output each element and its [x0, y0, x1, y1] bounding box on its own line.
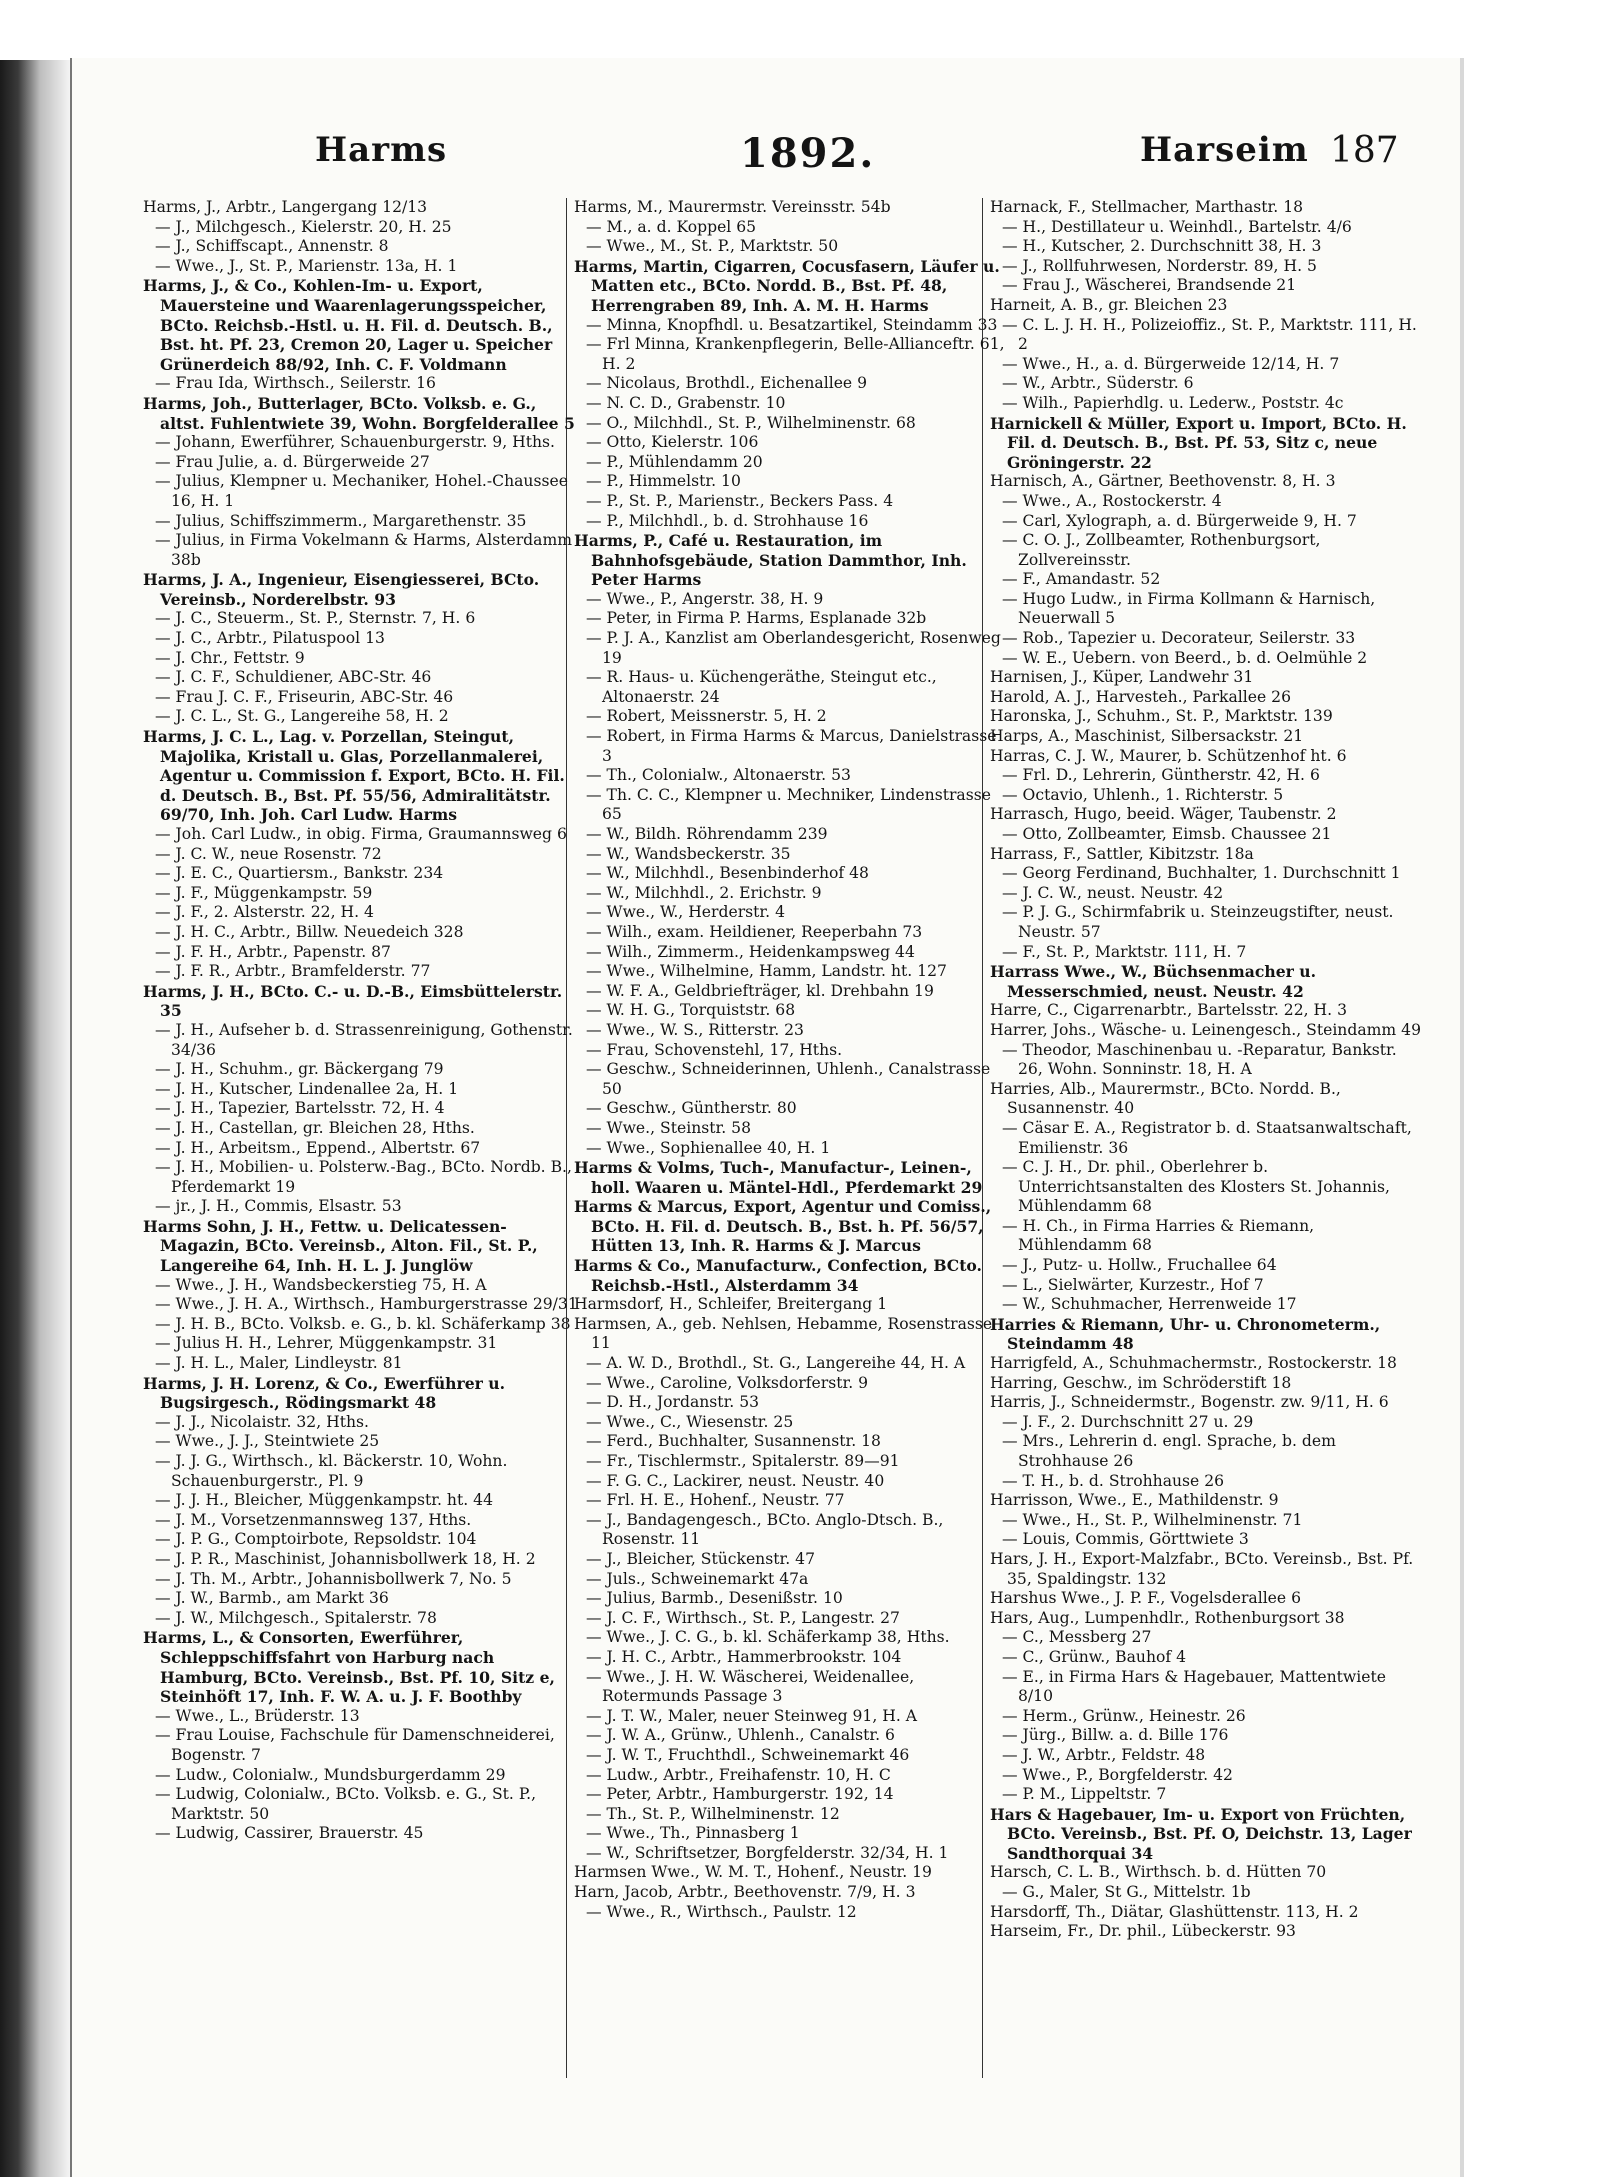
directory-entry: Harrigfeld, A., Schuhmachermstr., Rostockerstr. 18	[990, 1354, 1397, 1373]
directory-entry: — J., Schiffscapt., Annenstr. 8	[155, 237, 389, 256]
directory-entry: — J. H., Tapezier, Bartelsstr. 72, H. 4	[155, 1099, 445, 1118]
directory-entry: Harms, J., & Co., Kohlen-Im- u. Export, Mauersteine und Waarenlagerungsspeicher, BCto. Reichsb.-Hstl. u. H. Fil. d. Deutsch. B., Bst. ht. Pf. 23, Cremon 20, Lager u. Speicher Grünerdeich 88/92, Inh. C. F. Voldmann	[143, 276, 553, 374]
directory-entry: — jr., J. H., Commis, Elsastr. 53	[155, 1197, 402, 1216]
directory-entry: Harms, J., Arbtr., Langergang 12/13	[143, 198, 428, 216]
directory-entry: — C., Messberg 27	[1002, 1628, 1152, 1647]
directory-entry: — T. H., b. d. Strohhause 26	[1002, 1471, 1225, 1490]
directory-entry: — Mrs., Lehrerin d. engl. Sprache, b. dem Strohhause 26	[1002, 1432, 1336, 1470]
directory-entry: — W., Wandsbeckerstr. 35	[586, 844, 791, 863]
directory-entry: — J. H., Aufseher b. d. Strassenreinigung, Gothenstr. 34/36	[155, 1020, 573, 1059]
directory-entry: — F. G. C., Lackirer, neust. Neustr. 40	[586, 1471, 885, 1490]
directory-entry: — J. C. F., Wirthsch., St. P., Langestr. 27	[586, 1608, 900, 1627]
directory-entry: — J., Bleicher, Stückenstr. 47	[586, 1549, 815, 1568]
directory-entry: — Ludwig, Colonialw., BCto. Volksb. e. G., St. P., Marktstr. 50	[155, 1785, 537, 1823]
directory-entry: — J., Milchgesch., Kielerstr. 20, H. 25	[155, 217, 452, 236]
directory-entry: — Wwe., Caroline, Volksdorferstr. 9	[586, 1373, 869, 1392]
directory-entry: — J. Chr., Fettstr. 9	[155, 648, 305, 667]
directory-entry: — Wwe., R., Wirthsch., Paulstr. 12	[586, 1902, 857, 1921]
directory-entry: — Frau Ida, Wirthsch., Seilerstr. 16	[155, 374, 436, 393]
directory-entry: Harris, J., Schneidermstr., Bogenstr. zw. 9/11, H. 6	[990, 1393, 1389, 1412]
directory-entry: — O., Milchhdl., St. P., Wilhelminenstr. 68	[586, 413, 916, 432]
directory-entry: — J. F. H., Arbtr., Papenstr. 87	[155, 942, 391, 961]
directory-entry: Harms, J. C. L., Lag. v. Porzellan, Steingut, Majolika, Kristall u. Glas, Porzellanmalerei, Agentur u. Commission f. Export, BCto. H. Fil. d. Deutsch. B., Bst. Pf. 55/56, Admiralitätstr. 69/70, Inh. Joh. Carl Ludw. Harms	[143, 727, 565, 825]
directory-entry: — Wwe., L., Brüderstr. 13	[155, 1706, 360, 1725]
directory-entry: — J. C., Arbtr., Pilatuspool 13	[155, 629, 385, 648]
directory-entry: — Wwe., A., Rostockerstr. 4	[1002, 491, 1222, 510]
directory-entry: — W. H. G., Torquiststr. 68	[586, 1001, 796, 1020]
directory-entry: — J. W., Barmb., am Markt 36	[155, 1589, 389, 1608]
directory-entry: — Otto, Kielerstr. 106	[586, 433, 759, 452]
directory-entry: — J. E. C., Quartiersm., Bankstr. 234	[155, 864, 444, 883]
directory-entry: Harms, Joh., Butterlager, BCto. Volksb. e. G., altst. Fuhlentwiete 39, Wohn. Borgfelderallee 5	[143, 393, 575, 433]
directory-entry: — Th., St. P., Wilhelminenstr. 12	[586, 1804, 840, 1823]
directory-entry: — Robert, in Firma Harms & Marcus, Danielstrasse 3	[586, 727, 997, 765]
directory-entry: — Frau, Schovenstehl, 17, Hths.	[586, 1040, 843, 1059]
directory-entry: — W., Arbtr., Süderstr. 6	[1002, 374, 1194, 393]
directory-entry: — Jürg., Billw. a. d. Bille 176	[1002, 1726, 1229, 1745]
directory-entry: — J. C. W., neust. Neustr. 42	[1002, 883, 1224, 902]
directory-entry: — Julius H. H., Lehrer, Müggenkampstr. 31	[155, 1334, 498, 1353]
directory-entry: — Geschw., Güntherstr. 80	[586, 1099, 797, 1118]
directory-entry: — G., Maler, St G., Mittelstr. 1b	[1002, 1883, 1251, 1902]
directory-entry: — Wwe., Wilhelmine, Hamm, Landstr. ht. 127	[586, 962, 947, 981]
directory-entry: — J. H., Kutscher, Lindenallee 2a, H. 1	[155, 1079, 459, 1098]
header-year: 1892.	[740, 130, 876, 177]
directory-entry: — Peter, Arbtr., Hamburgerstr. 192, 14	[586, 1785, 894, 1804]
directory-entry: — Minna, Knopfhdl. u. Besatzartikel, Steindamm 33	[586, 315, 998, 334]
directory-entry: — J. W., Milchgesch., Spitalerstr. 78	[155, 1608, 437, 1627]
directory-entry: — Wwe., Sophienallee 40, H. 1	[586, 1138, 831, 1157]
directory-entry: — L., Sielwärter, Kurzestr., Hof 7	[1002, 1275, 1264, 1294]
directory-entry: — C. O. J., Zollbeamter, Rothenburgsort, Zollvereinsstr.	[1002, 531, 1321, 569]
directory-entry: — J. H. C., Arbtr., Billw. Neuedeich 328	[155, 922, 464, 941]
directory-entry: — Wwe., Th., Pinnasberg 1	[586, 1824, 800, 1843]
directory-entry: — Wwe., J. J., Steintwiete 25	[155, 1432, 380, 1451]
directory-entry: — Wwe., J. C. G., b. kl. Schäferkamp 38, Hths.	[586, 1628, 950, 1647]
directory-entry: — Frau J. C. F., Friseurin, ABC-Str. 46	[155, 687, 454, 706]
directory-entry: — Wwe., W., Herderstr. 4	[586, 903, 785, 922]
directory-entry: Harms, J. H., BCto. C.- u. D.-B., Eimsbüttelerstr. 35	[143, 981, 563, 1021]
directory-entry: Harrasch, Hugo, beeid. Wäger, Taubenstr. 2	[990, 805, 1337, 824]
directory-entry: — J. T. W., Maler, neuer Steinweg 91, H. A	[586, 1706, 918, 1725]
directory-entry: Harries, Alb., Maurermstr., BCto. Nordd. B., Susannenstr. 40	[990, 1079, 1341, 1118]
directory-entry: — Geschw., Schneiderinnen, Uhlenh., Canalstrasse 50	[586, 1060, 991, 1098]
directory-entry: — C. L. J. H. H., Polizeioffiz., St. P., Marktstr. 111, H. 2	[1002, 315, 1417, 354]
directory-entry: — Julius, Klempner u. Mechaniker, Hohel.-Chaussee 16, H. 1	[155, 472, 568, 510]
directory-entry: Harms, P., Café u. Restauration, im Bahnhofsgebäude, Station Dammthor, Inh. Peter Harms	[574, 531, 967, 590]
directory-entry: — J., Putz- u. Hollw., Fruchallee 64	[1002, 1256, 1277, 1275]
directory-column-2	[574, 198, 1009, 2088]
directory-entry: — Johann, Ewerführer, Schauenburgerstr. 9, Hths.	[155, 433, 555, 452]
directory-entry: — F., St. P., Marktstr. 111, H. 7	[1002, 942, 1247, 961]
directory-entry: — Wwe., H., St. P., Wilhelminenstr. 71	[1002, 1510, 1303, 1529]
directory-entry: — Th. C. C., Klempner u. Mechniker, Lindenstrasse 65	[586, 785, 991, 824]
directory-entry: Harnickell & Müller, Export u. Import, BCto. H. Fil. d. Deutsch. B., Bst. Pf. 53, Sitz c, neue Gröningerstr. 22	[990, 413, 1407, 472]
directory-entry: — Frl. H. E., Hohenf., Neustr. 77	[586, 1491, 845, 1510]
directory-entry: — J. H. L., Maler, Lindleystr. 81	[155, 1354, 403, 1373]
directory-entry: — J. H. C., Arbtr., Hammerbrookstr. 104	[586, 1647, 902, 1666]
directory-entry: — Juls., Schweinemarkt 47a	[586, 1569, 809, 1588]
directory-entry: — Carl, Xylograph, a. d. Bürgerweide 9, H. 7	[1002, 511, 1357, 530]
directory-entry: Harshus Wwe., J. P. F., Vogelsderallee 6	[990, 1589, 1302, 1608]
directory-entry: — Ludw., Colonialw., Mundsburgerdamm 29	[155, 1765, 506, 1784]
directory-entry: Harms & Co., Manufacturw., Confection, BCto. Reichsb.-Hstl., Alsterdamm 34	[574, 1256, 982, 1295]
directory-entry: — Octavio, Uhlenh., 1. Richterstr. 5	[1002, 785, 1284, 804]
directory-entry: Harmsdorf, H., Schleifer, Breitergang 1	[574, 1295, 888, 1314]
directory-entry: — J. J., Nicolaistr. 32, Hths.	[155, 1412, 369, 1431]
header-right-catchword: Harseim	[1140, 130, 1309, 170]
directory-entry: Harsdorff, Th., Diätar, Glashüttenstr. 113, H. 2	[990, 1902, 1359, 1921]
directory-entry: — J. M., Vorsetzenmannsweg 137, Hths.	[155, 1510, 472, 1529]
directory-entry: — C. J. H., Dr. phil., Oberlehrer b. Unterrichtsanstalten des Klosters St. Johannis, Mühlendamm 68	[1002, 1158, 1390, 1216]
directory-entry: — Wwe., W. S., Ritterstr. 23	[586, 1020, 804, 1039]
directory-entry: — J., Bandagengesch., BCto. Anglo-Dtsch. B., Rosenstr. 11	[586, 1510, 944, 1549]
directory-entry: Harold, A. J., Harvesteh., Parkallee 26	[990, 687, 1292, 706]
page-edge	[1460, 58, 1464, 2177]
directory-entry: — Cäsar E. A., Registrator b. d. Staatsanwaltschaft, Emilienstr. 36	[1002, 1118, 1412, 1157]
directory-entry: — Wilh., Papierhdlg. u. Lederw., Poststr. 4c	[1002, 393, 1344, 412]
directory-entry: — Wwe., J. H., Wandsbeckerstieg 75, H. A	[155, 1275, 487, 1294]
directory-entry: — J. P. R., Maschinist, Johannisbollwerk 18, H. 2	[155, 1549, 536, 1568]
directory-entry: — D. H., Jordanstr. 53	[586, 1393, 760, 1412]
directory-entry: — J. H., Mobilien- u. Polsterw.-Bag., BCto. Nordb. B., Pferdemarkt 19	[155, 1158, 572, 1196]
directory-entry: Harms, L., & Consorten, Ewerführer, Schleppschiffsfahrt von Harburg nach Hamburg, BCto. Vereinsb., Bst. Pf. 10, Sitz e, Steinhöft 17, Inh. F. W. A. u. J. F. Boothby	[143, 1628, 555, 1707]
directory-entry: — J. H. B., BCto. Volksb. e. G., b. kl. Schäferkamp 38	[155, 1314, 571, 1333]
directory-entry: Harseim, Fr., Dr. phil., Lübeckerstr. 93	[990, 1922, 1296, 1941]
directory-entry: — J. H., Castellan, gr. Bleichen 28, Hths.	[155, 1118, 475, 1137]
directory-entry: Harring, Geschw., im Schröderstift 18	[990, 1373, 1292, 1392]
page-header	[140, 130, 1410, 184]
page-number: 187	[1330, 130, 1399, 171]
directory-entry: — W. F. A., Geldbriefträger, kl. Drehbahn 19	[586, 981, 934, 1000]
directory-entry: — Frl. D., Lehrerin, Güntherstr. 42, H. 6	[1002, 766, 1320, 785]
directory-column-1	[143, 198, 578, 2088]
directory-entry: — M., a. d. Koppel 65	[586, 217, 757, 236]
directory-entry: — Wilh., Zimmerm., Heidenkampsweg 44	[586, 942, 915, 961]
directory-entry: — J. C. F., Schuldiener, ABC-Str. 46	[155, 668, 432, 687]
directory-entry: — Rob., Tapezier u. Decorateur, Seilerstr. 33	[1002, 629, 1356, 648]
directory-entry: — Frau Julie, a. d. Bürgerweide 27	[155, 452, 430, 471]
directory-entry: Harps, A., Maschinist, Silbersackstr. 21	[990, 727, 1304, 746]
directory-entry: Harnisch, A., Gärtner, Beethovenstr. 8, H. 3	[990, 472, 1336, 491]
directory-entry: — P., Milchhdl., b. d. Strohhause 16	[586, 511, 869, 530]
directory-entry: — Julius, Barmb., Desenißstr. 10	[586, 1589, 843, 1608]
directory-entry: — W., Milchhdl., 2. Erichstr. 9	[586, 883, 822, 902]
directory-entry: Harre, C., Cigarrenarbtr., Bartelsstr. 22, H. 3	[990, 1001, 1347, 1020]
directory-entry: Harmsen, A., geb. Nehlsen, Hebamme, Rosenstrasse 11	[574, 1314, 993, 1353]
directory-entry: — Wwe., C., Wiesenstr. 25	[586, 1412, 794, 1431]
directory-entry: — Ludw., Arbtr., Freihafenstr. 10, H. C	[586, 1765, 891, 1784]
directory-entry: Harnisen, J., Küper, Landwehr 31	[990, 668, 1254, 687]
directory-entry: — J. H., Arbeitsm., Eppend., Albertstr. 67	[155, 1138, 481, 1157]
directory-entry: — P., Mühlendamm 20	[586, 452, 763, 471]
directory-entry: Harms, J. A., Ingenieur, Eisengiesserei, BCto. Vereinsb., Norderelbstr. 93	[143, 570, 540, 609]
directory-entry: — J. W. T., Fruchthdl., Schweinemarkt 46	[586, 1745, 910, 1764]
directory-entry: — J. P. G., Comptoirbote, Repsoldstr. 104	[155, 1530, 477, 1549]
directory-column-3	[990, 198, 1425, 2088]
directory-entry: — Th., Colonialw., Altonaerstr. 53	[586, 766, 851, 785]
directory-entry: — Otto, Zollbeamter, Eimsb. Chaussee 21	[1002, 825, 1332, 843]
directory-entry: — Theodor, Maschinenbau u. -Reparatur, Bankstr. 26, Wohn. Sonninstr. 18, H. A	[1002, 1040, 1397, 1079]
directory-entry: — H. Ch., in Firma Harries & Riemann, Mühlendamm 68	[1002, 1216, 1315, 1255]
directory-entry: — W. E., Uebern. von Beerd., b. d. Oelmühle 2	[1002, 648, 1368, 667]
directory-entry: — A. W. D., Brothdl., St. G., Langereihe 44, H. A	[586, 1354, 966, 1373]
directory-entry: Harmsen Wwe., W. M. T., Hohenf., Neustr. 19	[574, 1863, 932, 1882]
directory-entry: — C., Grünw., Bauhof 4	[1002, 1647, 1187, 1666]
directory-entry: — P., St. P., Marienstr., Beckers Pass. 4	[586, 491, 894, 510]
directory-entry: — Wwe., P., Angerstr. 38, H. 9	[586, 589, 824, 608]
directory-entry: Harrass Wwe., W., Büchsenmacher u. Messerschmied, neust. Neustr. 42	[990, 962, 1317, 1001]
directory-entry: — Wwe., Steinstr. 58	[586, 1118, 751, 1137]
directory-entry: Harms, J. H. Lorenz, & Co., Ewerführer u. Bugsirgesch., Rödingsmarkt 48	[143, 1373, 506, 1413]
directory-entry: Harms & Volms, Tuch-, Manufactur-, Leinen-, holl. Waaren u. Mäntel-Hdl., Pferdemarkt 29	[574, 1158, 983, 1197]
directory-entry: — Joh. Carl Ludw., in obig. Firma, Graumannsweg 6	[155, 825, 567, 843]
directory-entry: — Wwe., J., St. P., Marienstr. 13a, H. 1	[155, 256, 458, 275]
directory-entry: — J. F. R., Arbtr., Bramfelderstr. 77	[155, 962, 431, 981]
directory-entry: — J. J. H., Bleicher, Müggenkampstr. ht. 44	[155, 1491, 493, 1510]
directory-entry: — P. J. G., Schirmfabrik u. Steinzeugstifter, neust. Neustr. 57	[1002, 903, 1394, 941]
directory-entry: — Wwe., J. H. A., Wirthsch., Hamburgerstrasse 29/31	[155, 1295, 578, 1314]
directory-entry: Harnack, F., Stellmacher, Marthastr. 18	[990, 198, 1304, 216]
directory-entry: Harras, C. J. W., Maurer, b. Schützenhof ht. 6	[990, 746, 1347, 765]
directory-entry: — Wilh., exam. Heildiener, Reeperbahn 73	[586, 922, 923, 941]
directory-entry: — Frau J., Wäscherei, Brandsende 21	[1002, 276, 1297, 295]
directory-entry: — J. Th. M., Arbtr., Johannisbollwerk 7, No. 5	[155, 1569, 512, 1588]
directory-entry: — J. F., Müggenkampstr. 59	[155, 883, 373, 902]
directory-entry: Harms & Marcus, Export, Agentur und Comiss., BCto. H. Fil. d. Deutsch. B., Bst. h. Pf. 56/57, Hütten 13, Inh. R. Harms & J. Marcus	[574, 1197, 992, 1256]
book-spine-shadow	[0, 60, 70, 2177]
directory-entry: — J., Rollfuhrwesen, Norderstr. 89, H. 5	[1002, 256, 1317, 275]
directory-entry: — W., Bildh. Röhrendamm 239	[586, 825, 828, 843]
directory-entry: — J. C. W., neue Rosenstr. 72	[155, 844, 382, 863]
directory-entry: — W., Milchhdl., Besenbinderhof 48	[586, 864, 869, 883]
directory-entry: Harn, Jacob, Arbtr., Beethovenstr. 7/9, H. 3	[574, 1883, 916, 1902]
directory-entry: — H., Kutscher, 2. Durchschnitt 38, H. 3	[1002, 237, 1322, 256]
directory-entry: Hars, J. H., Export-Malzfabr., BCto. Vereinsb., Bst. Pf. 35, Spaldingstr. 132	[990, 1549, 1414, 1588]
directory-entry: — Wwe., H., a. d. Bürgerweide 12/14, H. 7	[1002, 354, 1340, 373]
directory-entry: — F., Amandastr. 52	[1002, 570, 1161, 589]
directory-entry: — Nicolaus, Brothdl., Eichenallee 9	[586, 374, 868, 393]
directory-entry: — Frl Minna, Krankenpflegerin, Belle-Allianceftr. 61, H. 2	[586, 335, 1005, 373]
directory-entry: — J. F., 2. Durchschnitt 27 u. 29	[1002, 1412, 1254, 1431]
directory-entry: Harms Sohn, J. H., Fettw. u. Delicatessen-Magazin, BCto. Vereinsb., Alton. Fil., St. P., Langereihe 64, Inh. H. L. J. Junglöw	[143, 1216, 538, 1276]
directory-entry: — Wwe., P., Borgfelderstr. 42	[1002, 1765, 1233, 1784]
directory-entry: — W., Schriftsetzer, Borgfelderstr. 32/34, H. 1	[586, 1843, 949, 1862]
directory-entry: — Georg Ferdinand, Buchhalter, 1. Durchschnitt 1	[1002, 864, 1401, 883]
directory-entry: — H., Destillateur u. Weinhdl., Bartelstr. 4/6	[1002, 217, 1352, 236]
directory-entry: — P., Himmelstr. 10	[586, 472, 741, 491]
directory-entry: Harrisson, Wwe., E., Mathildenstr. 9	[990, 1491, 1279, 1510]
directory-entry: Harsch, C. L. B., Wirthsch. b. d. Hütten 70	[990, 1863, 1327, 1882]
directory-entry: — J. H., Schuhm., gr. Bäckergang 79	[155, 1060, 444, 1079]
directory-entry: — E., in Firma Hars & Hagebauer, Mattentwiete 8/10	[1002, 1667, 1386, 1706]
directory-entry: — Herm., Grünw., Heinestr. 26	[1002, 1706, 1246, 1725]
directory-entry: Harms, M., Maurermstr. Vereinsstr. 54b	[574, 198, 891, 216]
directory-entry: — R. Haus- u. Küchengeräthe, Steingut etc., Altonaerstr. 24	[586, 668, 937, 706]
header-left-catchword: Harms	[315, 130, 448, 170]
directory-entry: — Ludwig, Cassirer, Brauerstr. 45	[155, 1824, 424, 1843]
directory-entry: Hars & Hagebauer, Im- u. Export von Früchten, BCto. Vereinsb., Bst. Pf. O, Deichstr. 13, Lager Sandthorquai 34	[990, 1804, 1412, 1863]
directory-entry: — P. J. A., Kanzlist am Oberlandesgericht, Rosenweg 19	[586, 629, 1001, 667]
directory-entry: Harries & Riemann, Uhr- u. Chronometerm., Steindamm 48	[990, 1314, 1381, 1354]
directory-entry: — Ferd., Buchhalter, Susannenstr. 18	[586, 1432, 881, 1451]
directory-entry: — Julius, in Firma Vokelmann & Harms, Alsterdamm 38b	[155, 531, 573, 569]
directory-entry: Harms, Martin, Cigarren, Cocusfasern, Läufer u. Matten etc., BCto. Nordd. B., Bst. Pf. 48, Herrengraben 89, Inh. A. M. H. Harms	[574, 256, 1000, 315]
directory-entry: — W., Schuhmacher, Herrenweide 17	[1002, 1295, 1297, 1314]
directory-entry: Haronska, J., Schuhm., St. P., Marktstr. 139	[990, 707, 1333, 726]
directory-entry: — Robert, Meissnerstr. 5, H. 2	[586, 707, 827, 726]
directory-entry: — Louis, Commis, Görttwiete 3	[1002, 1530, 1249, 1549]
directory-entry: Harrass, F., Sattler, Kibitzstr. 18a	[990, 844, 1254, 863]
directory-entry: — P. M., Lippeltstr. 7	[1002, 1785, 1167, 1804]
directory-entry: — J. J. G., Wirthsch., kl. Bäckerstr. 10, Wohn. Schauenburgerstr., Pl. 9	[155, 1452, 508, 1490]
directory-entry: — Wwe., M., St. P., Marktstr. 50	[586, 237, 839, 256]
directory-entry: Harneit, A. B., gr. Bleichen 23	[990, 295, 1228, 314]
directory-entry: — J. F., 2. Alsterstr. 22, H. 4	[155, 903, 374, 922]
directory-entry: — Hugo Ludw., in Firma Kollmann & Harnisch, Neuerwall 5	[1002, 589, 1376, 628]
directory-entry: — J. C. L., St. G., Langereihe 58, H. 2	[155, 707, 449, 726]
directory-entry: — Wwe., J. H. W. Wäscherei, Weidenallee, Rotermunds Passage 3	[586, 1667, 915, 1706]
directory-entry: — Peter, in Firma P. Harms, Esplanade 32b	[586, 609, 927, 628]
directory-entry: — Julius, Schiffszimmerm., Margarethenstr. 35	[155, 511, 527, 530]
directory-entry: Harrer, Johs., Wäsche- u. Leinengesch., Steindamm 49	[990, 1020, 1422, 1039]
directory-entry: — Frau Louise, Fachschule für Damenschneiderei, Bogenstr. 7	[155, 1726, 555, 1764]
directory-entry: — J. C., Steuerm., St. P., Sternstr. 7, H. 6	[155, 609, 476, 628]
directory-entry: Hars, Aug., Lumpenhdlr., Rothenburgsort 38	[990, 1608, 1345, 1627]
directory-entry: — N. C. D., Grabenstr. 10	[586, 393, 786, 412]
directory-entry: — J. W. A., Grünw., Uhlenh., Canalstr. 6	[586, 1726, 895, 1745]
directory-entry: — Fr., Tischlermstr., Spitalerstr. 89—91	[586, 1452, 900, 1470]
directory-entry: — J. W., Arbtr., Feldstr. 48	[1002, 1745, 1206, 1764]
